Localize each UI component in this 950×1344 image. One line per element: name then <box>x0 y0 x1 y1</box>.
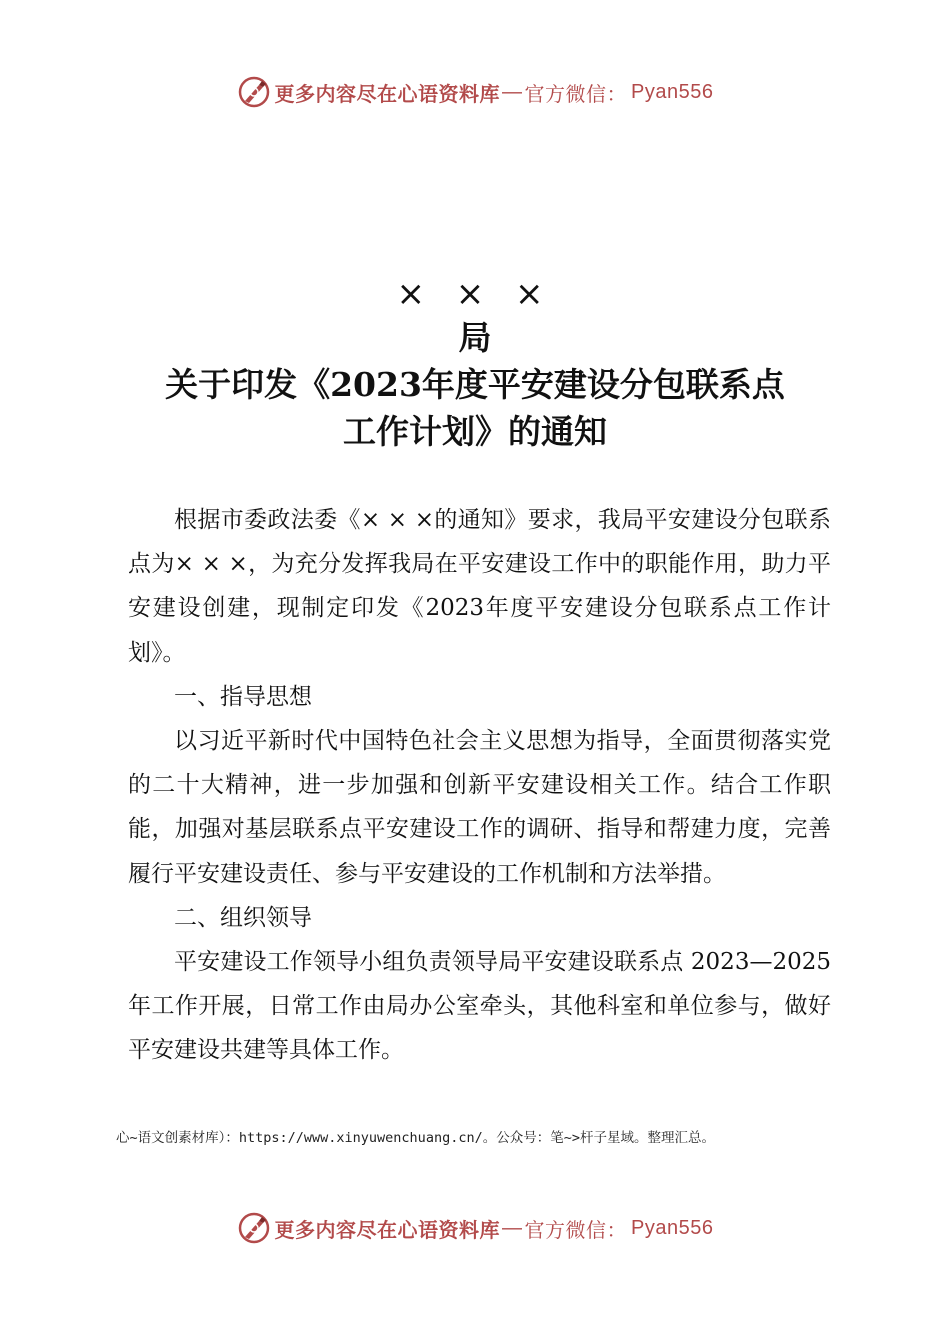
source-footnote: 心~语文创素材库）：https://www.xinyuwenchuang.cn/。公众号：笔~>杆子星域。整理汇总。 <box>116 1130 715 1146</box>
banner-separator: — <box>502 80 523 103</box>
body-paragraph-organization: 平安建设工作领导小组负责领导局平安建设联系点 2023—2025年工作开展，日常工作由局办公室牵头，其他科室和单位参与，做好平安建设共建等具体工作。 <box>128 949 831 1064</box>
body-paragraph-intro: 根据市委政法委《× × ×的通知》要求，我局平安建设分包联系点为× × ×，为充分发挥我局在平安建设工作中的职能作用，助力平安建设创建，现制定印发《2023年度平安建设分包联系点工作计划》。 <box>128 507 831 666</box>
banner-separator: — <box>502 1216 523 1239</box>
banner-brand-text: 更多内容尽在心语资料库 <box>274 81 501 106</box>
header-banner <box>0 72 950 112</box>
section-heading-guiding-ideology: 一、指导思想 <box>174 683 312 710</box>
document-body <box>128 498 831 1073</box>
banner-brand-text: 更多内容尽在心语资料库 <box>274 1217 501 1242</box>
title-placeholder-marks: × × × <box>396 274 554 314</box>
banner-wechat-label: 官方微信： <box>524 81 628 106</box>
body-paragraph-guiding-ideology: 以习近平新时代中国特色社会主义思想为指导，全面贯彻落实党的二十大精神，进一步加强和创新平安建设相关工作。结合工作职能，加强对基层联系点平安建设工作的调研、指导和帮建力度，完善履行平安建设责任、参与平安建设的工作机制和方法举措。 <box>128 728 831 887</box>
pen-circle-logo-icon <box>237 75 271 109</box>
title-line-3: 工作计划》的通知 <box>343 412 607 451</box>
document-title <box>0 274 950 455</box>
banner-wechat-id: Pyan556 <box>631 80 714 103</box>
section-heading-organization: 二、组织领导 <box>174 904 312 931</box>
footer-banner <box>0 1208 950 1248</box>
banner-wechat-id: Pyan556 <box>631 1216 714 1239</box>
banner-wechat-label: 官方微信： <box>524 1217 628 1242</box>
title-line-1: 局 <box>458 318 492 357</box>
title-line-2: 关于印发《2023年度平安建设分包联系点 <box>165 365 785 404</box>
pen-circle-logo-icon <box>237 1211 271 1245</box>
